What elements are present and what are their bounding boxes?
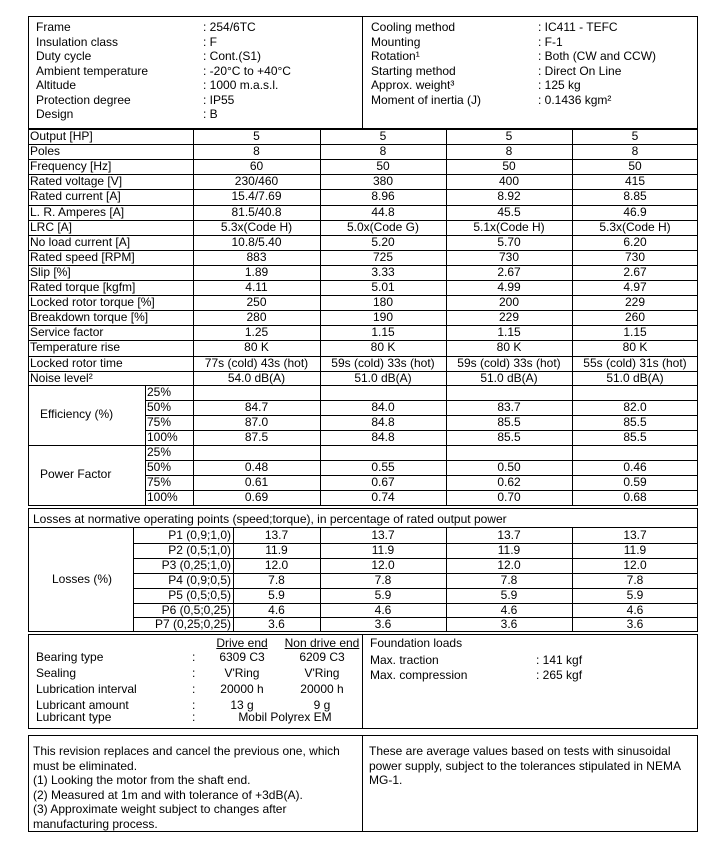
- note-line: (2) Measured at 1m and with tolerance of +3dB(A).: [33, 787, 303, 802]
- bearing-nde: 6209 C3: [299, 650, 345, 664]
- losses-value: 7.8: [268, 572, 285, 587]
- bearing-sep: :: [192, 650, 196, 664]
- rating-label: Rated speed [RPM]: [30, 249, 135, 264]
- header-value: : 125 kg: [538, 78, 581, 92]
- header-value: : F: [203, 34, 217, 49]
- lubricant-type-value: Mobil Polyrex EM: [238, 710, 332, 724]
- rating-value: 229: [498, 310, 520, 325]
- rating-value: 60: [249, 159, 264, 174]
- losses-value: 4.6: [374, 602, 392, 617]
- header-label: Cooling method: [371, 20, 456, 34]
- rating-value: 54.0 dB(A): [227, 370, 286, 385]
- header-label: Design: [36, 107, 74, 121]
- power_factor-value: 0.69: [244, 490, 269, 504]
- power_factor-value: 0.55: [371, 460, 395, 474]
- note-line: must be eliminated.: [33, 758, 138, 773]
- bearing-sep: :: [192, 698, 196, 712]
- efficiency-value: 84.8: [371, 430, 395, 444]
- header-value: : IP55: [203, 92, 235, 107]
- rating-value: 15.4/7.69: [231, 189, 282, 204]
- losses-value: 7.8: [374, 572, 392, 587]
- rating-label: Poles: [30, 144, 61, 159]
- header-label: Rotation¹: [371, 49, 420, 63]
- note-line: MG-1.: [369, 773, 403, 788]
- rating-value: 2.67: [623, 264, 647, 279]
- losses-point: P4 (0,9;0,5): [168, 572, 231, 587]
- notes-divider: [362, 735, 363, 832]
- rating-value: 51.0 dB(A): [606, 370, 664, 385]
- note-line: (1) Looking the motor from the shaft end.: [33, 773, 251, 788]
- bearing-nde: 9 g: [313, 698, 331, 712]
- bearing-de: 13 g: [230, 698, 254, 712]
- rating-value: 5.01: [371, 280, 395, 294]
- losses-value: 12.0: [497, 557, 521, 572]
- rating-value: 5.3x(Code H): [220, 219, 293, 234]
- rating-value: 80 K: [496, 340, 522, 355]
- header-label: Approx. weight³: [371, 78, 455, 92]
- losses-point: P7 (0,25;0,25): [154, 617, 231, 632]
- rating-label: No load current [A]: [30, 234, 131, 249]
- power_factor-value: 0.50: [497, 460, 521, 474]
- bearing-label: Lubrication interval: [36, 682, 137, 696]
- rating-label: Service factor: [30, 325, 104, 340]
- losses-point: P5 (0,5;0,5): [168, 587, 231, 602]
- rating-label: Rated current [A]: [30, 189, 121, 204]
- rating-value: 4.11: [245, 280, 268, 294]
- efficiency-value: 84.0: [371, 400, 395, 414]
- rating-value: 8: [505, 144, 513, 159]
- efficiency-value: 83.7: [497, 400, 521, 414]
- header-label: Frame: [36, 20, 71, 34]
- rating-value: 1.15: [623, 325, 647, 340]
- losses-label: Losses (%): [52, 572, 113, 586]
- rating-value: 45.5: [497, 204, 521, 219]
- header-label: Duty cycle: [36, 49, 92, 63]
- header-value: : 0.1436 kgm²: [538, 92, 612, 107]
- rating-value: 5.3x(Code H): [599, 219, 671, 234]
- rating-value: 55s (cold) 31s (hot): [583, 355, 687, 370]
- losses-value: 11.9: [265, 542, 288, 557]
- rating-value: 5.0x(Code G): [346, 219, 420, 234]
- note-line: power supply, subject to the tolerances stipulated in NEMA: [369, 758, 681, 773]
- header-divider: [362, 16, 363, 129]
- header-label: Ambient temperature: [36, 63, 149, 78]
- header-value: : -20°C to +40°C: [203, 63, 291, 78]
- power_factor-value: 0.61: [244, 475, 269, 489]
- losses-point: P3 (0,25;1,0): [161, 557, 231, 572]
- header-label: Moment of inertia (J): [371, 92, 482, 107]
- rating-value: 8: [379, 144, 387, 159]
- header-label: Starting method: [371, 63, 456, 78]
- header-value: : F-1: [538, 34, 563, 49]
- bearing-sep: :: [192, 666, 196, 680]
- losses-point: P1 (0,9;1,0): [168, 528, 231, 542]
- efficiency-load: 100%: [147, 430, 178, 444]
- rating-value: 229: [624, 295, 646, 310]
- rating-value: 46.9: [623, 204, 647, 219]
- losses-value: 12.0: [623, 557, 647, 572]
- power_factor-load: 25%: [147, 445, 172, 459]
- bearing-label: Lubricant type: [36, 710, 112, 724]
- rating-value: 81.5/40.8: [231, 204, 282, 219]
- efficiency-value: 85.5: [497, 415, 521, 429]
- bearing-nde: 20000 h: [300, 682, 344, 696]
- bearing-nde: V'Ring: [304, 666, 340, 680]
- rating-value: 400: [498, 174, 520, 189]
- bearing-de: 6309 C3: [219, 650, 265, 664]
- rating-value: 8.96: [371, 189, 395, 204]
- rating-label: Rated torque [kgfm]: [30, 280, 136, 294]
- non-drive-end-header: Non drive end: [284, 636, 360, 650]
- rating-value: 51.0 dB(A): [480, 370, 538, 385]
- losses-value: 13.7: [623, 528, 647, 542]
- rating-value: 883: [246, 249, 267, 264]
- foundation-value: : 265 kgf: [536, 667, 583, 682]
- rating-value: 50: [376, 159, 390, 174]
- rating-value: 51.0 dB(A): [354, 370, 412, 385]
- rating-value: 4.97: [623, 280, 647, 294]
- rating-value: 5: [631, 129, 639, 143]
- rating-value: 1.15: [497, 325, 521, 340]
- power_factor-value: 0.67: [371, 475, 395, 489]
- rating-value: 2.67: [497, 264, 521, 279]
- note-line: (3) Approximate weight subject to changes after: [33, 802, 287, 817]
- rating-value: 1.89: [244, 264, 269, 279]
- header-label: Mounting: [371, 34, 421, 49]
- efficiency-value: 84.8: [371, 415, 395, 429]
- rating-value: 380: [372, 174, 394, 189]
- losses-value: 3.6: [268, 617, 285, 632]
- bearing-label: Sealing: [36, 666, 77, 680]
- header-label: Altitude: [36, 78, 77, 92]
- losses-value: 5.9: [500, 587, 518, 602]
- bearing-de: V'Ring: [224, 666, 260, 680]
- efficiency-load: 75%: [147, 415, 172, 429]
- rating-value: 250: [246, 295, 267, 310]
- power_factor-value: 0.62: [497, 475, 521, 489]
- losses-value: 5.9: [374, 587, 392, 602]
- rating-value: 50: [628, 159, 642, 174]
- header-value: : Cont.(S1): [203, 49, 262, 63]
- power_factor-label: Power Factor: [40, 467, 112, 481]
- rating-value: 260: [624, 310, 646, 325]
- rating-value: 730: [624, 249, 646, 264]
- note-line: This revision replaces and cancel the previous one, which: [33, 744, 340, 758]
- power_factor-value: 0.59: [623, 475, 647, 489]
- losses-value: 3.6: [626, 617, 644, 632]
- rating-label: Breakdown torque [%]: [30, 310, 149, 325]
- losses-point: P2 (0,5;1,0): [168, 542, 231, 557]
- rating-value: 1.15: [371, 325, 395, 340]
- losses-value: 11.9: [497, 542, 521, 557]
- efficiency-value: 85.5: [497, 430, 521, 444]
- foundation-label: Max. traction: [370, 653, 439, 667]
- rating-value: 190: [372, 310, 394, 325]
- rating-label: Noise level²: [30, 370, 93, 385]
- power_factor-load: 75%: [147, 475, 172, 489]
- note-line: These are average values based on tests with sinusoidal: [369, 744, 671, 758]
- efficiency-value: 87.0: [244, 415, 269, 429]
- bearing-sep: :: [192, 682, 196, 696]
- rating-value: 180: [372, 295, 394, 310]
- rating-value: 4.99: [497, 280, 521, 294]
- rating-value: 8.85: [623, 189, 647, 204]
- header-value: : 254/6TC: [203, 20, 256, 34]
- rating-value: 280: [246, 310, 267, 325]
- rating-value: 5: [253, 129, 260, 143]
- rating-value: 5: [379, 129, 387, 143]
- losses-value: 13.7: [497, 528, 521, 542]
- rating-label: Locked rotor torque [%]: [30, 295, 155, 310]
- efficiency-value: 87.5: [244, 430, 269, 444]
- losses-value: 11.9: [371, 542, 395, 557]
- power_factor-load: 100%: [147, 490, 178, 504]
- rating-value: 77s (cold) 43s (hot): [204, 355, 309, 370]
- bearing-de: 20000 h: [220, 682, 264, 696]
- rating-value: 80 K: [622, 340, 648, 355]
- rating-value: 200: [498, 295, 520, 310]
- rating-label: Temperature rise: [30, 340, 121, 355]
- rating-value: 8: [631, 144, 639, 159]
- losses-value: 4.6: [500, 602, 518, 617]
- power_factor-value: 0.48: [244, 460, 269, 474]
- rating-value: 8.92: [497, 189, 521, 204]
- efficiency-value: 85.5: [623, 430, 647, 444]
- bearing-divider: [362, 634, 363, 729]
- rating-label: Slip [%]: [30, 264, 71, 279]
- header-value: : 1000 m.a.s.l.: [203, 78, 279, 92]
- losses-value: 3.6: [374, 617, 392, 632]
- efficiency-value: 82.0: [623, 400, 647, 414]
- rating-value: 8: [253, 144, 260, 159]
- losses-value: 5.9: [268, 587, 285, 602]
- header-label: Insulation class: [36, 34, 119, 49]
- rating-value: 725: [372, 249, 394, 264]
- rating-value: 5: [505, 129, 513, 143]
- rating-value: 59s (cold) 33s (hot): [457, 355, 561, 370]
- header-label: Protection degree: [36, 92, 131, 107]
- rating-value: 6.20: [623, 234, 647, 249]
- rating-label: Frequency [Hz]: [30, 159, 112, 174]
- losses-value: 7.8: [626, 572, 644, 587]
- power_factor-value: 0.74: [371, 490, 395, 504]
- losses-value: 4.6: [626, 602, 644, 617]
- losses-value: 13.7: [371, 528, 395, 542]
- power_factor-value: 0.46: [623, 460, 647, 474]
- rating-value: 80 K: [370, 340, 396, 355]
- rating-value: 10.8/5.40: [231, 234, 282, 249]
- losses-value: 5.9: [626, 587, 644, 602]
- rating-value: 80 K: [244, 340, 269, 355]
- losses-title: Losses at normative operating points (speed;torque), in percentage of rated output power: [33, 512, 507, 526]
- foundation-label: Max. compression: [370, 667, 468, 682]
- rating-value: 5.20: [371, 234, 395, 249]
- drive-end-header: Drive end: [216, 636, 268, 650]
- losses-value: 3.6: [500, 617, 518, 632]
- losses-point: P6 (0,5;0,25): [161, 602, 231, 617]
- efficiency-value: 85.5: [623, 415, 647, 429]
- efficiency-load: 50%: [147, 400, 172, 414]
- losses-value: 12.0: [371, 557, 395, 572]
- rating-value: 5.1x(Code H): [473, 219, 545, 234]
- efficiency-load: 25%: [147, 385, 172, 399]
- losses-value: 4.6: [268, 602, 285, 617]
- rating-value: 50: [502, 159, 516, 174]
- power_factor-value: 0.68: [623, 490, 647, 504]
- rating-value: 3.33: [371, 264, 395, 279]
- rating-label: Rated voltage [V]: [30, 174, 123, 189]
- note-line: manufacturing process.: [33, 817, 158, 831]
- rating-value: 5.70: [497, 234, 521, 249]
- losses-value: 11.9: [623, 542, 647, 557]
- bearing-label: Bearing type: [36, 650, 104, 664]
- rating-value: 415: [624, 174, 646, 189]
- rating-value: 230/460: [234, 174, 279, 189]
- rating-label: Locked rotor time: [30, 355, 123, 370]
- rating-label: LRC [A]: [30, 219, 73, 234]
- rating-label: Output [HP]: [30, 129, 93, 143]
- bearing-sep: :: [192, 710, 196, 724]
- losses-value: 7.8: [500, 572, 518, 587]
- losses-value: 13.7: [264, 528, 289, 542]
- losses-value: 12.0: [264, 557, 289, 572]
- rating-value: 1.25: [244, 325, 269, 340]
- power_factor-load: 50%: [147, 460, 172, 474]
- rating-label: L. R. Amperes [A]: [30, 204, 125, 219]
- foundation-value: : 141 kgf: [536, 653, 583, 667]
- rating-value: 730: [498, 249, 520, 264]
- header-value: : IC411 - TEFC: [538, 20, 618, 34]
- rating-value: 59s (cold) 33s (hot): [331, 355, 435, 370]
- efficiency-label: Efficiency (%): [40, 407, 114, 421]
- bearing-label: Lubricant amount: [36, 698, 129, 712]
- efficiency-value: 84.7: [244, 400, 269, 414]
- header-value: : Both (CW and CCW): [538, 49, 657, 63]
- power_factor-value: 0.70: [497, 490, 521, 504]
- foundation-title: Foundation loads: [370, 636, 463, 650]
- rating-value: 44.8: [371, 204, 395, 219]
- header-value: : Direct On Line: [538, 63, 622, 78]
- header-value: : B: [203, 107, 218, 121]
